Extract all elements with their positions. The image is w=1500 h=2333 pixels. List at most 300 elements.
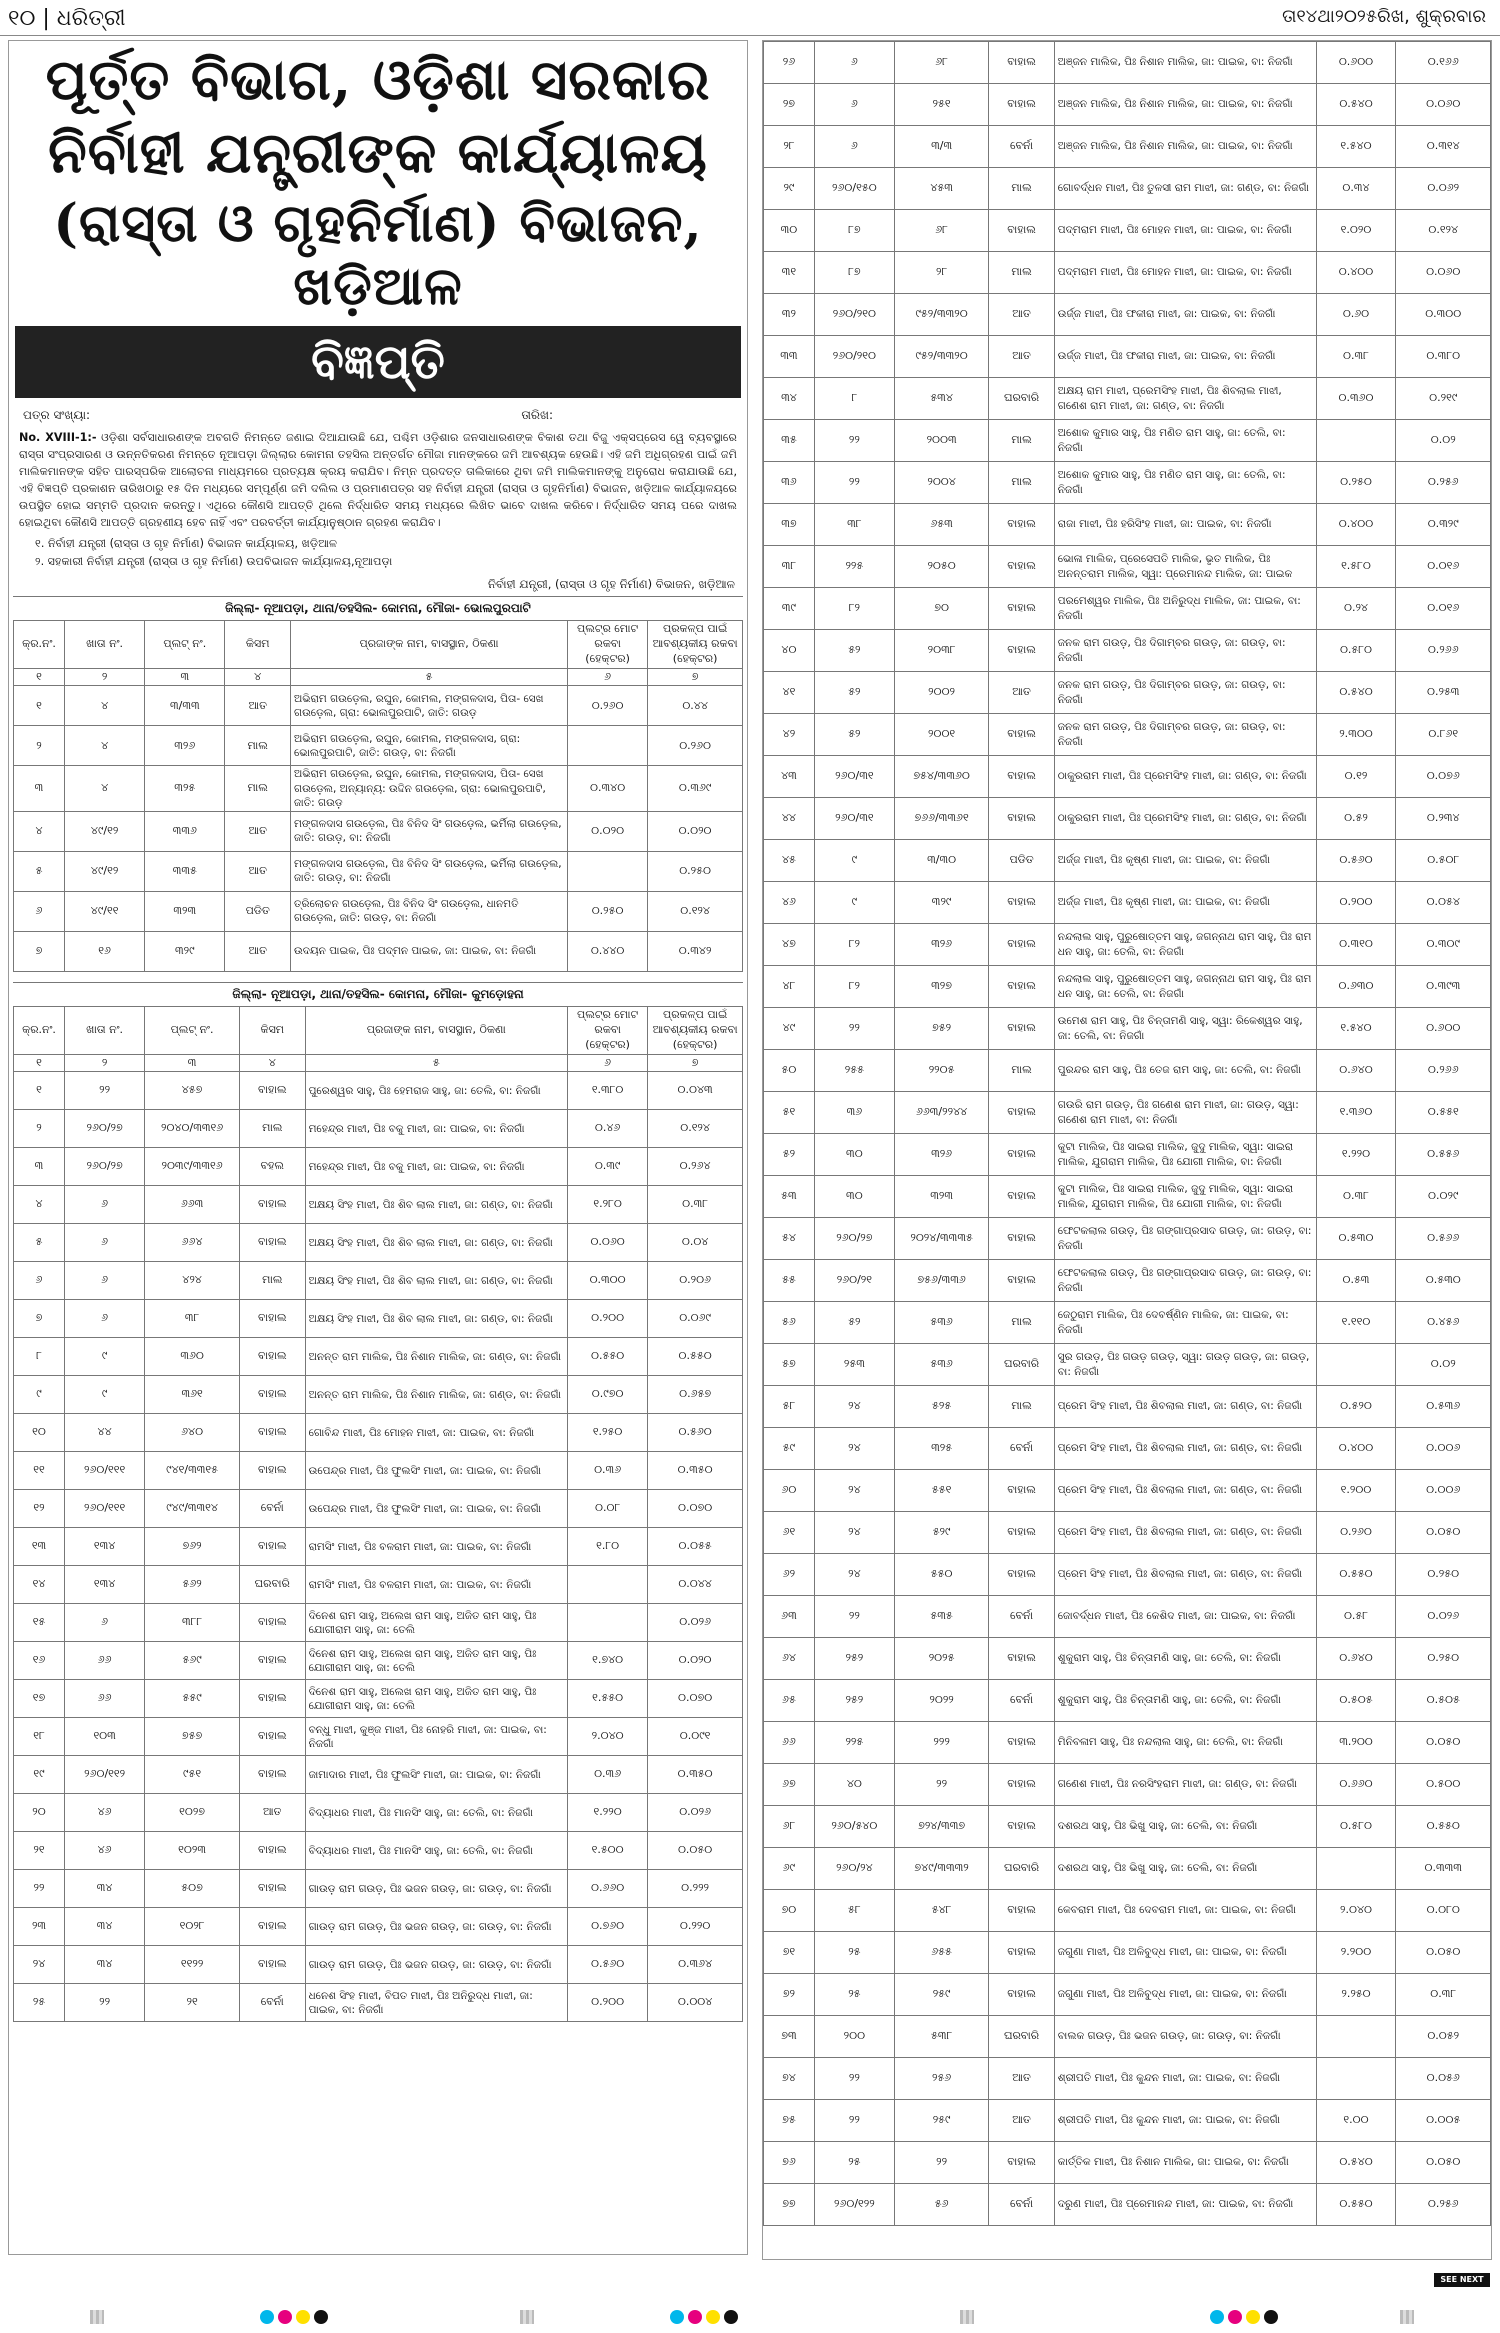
required-area: ୦.୬୦୦ <box>1396 1008 1491 1050</box>
owner-details: ଦଶରଥ ସାହୁ, ପିଃ ଭିଖୁ ସାହୁ, ଜା: ତେଲି, ବା: ନିଜଗାଁ <box>1054 1848 1316 1890</box>
required-area: ୦.୩୩୩ <box>1396 1848 1491 1890</box>
total-area: ୦.୬୬୦ <box>1316 1764 1396 1806</box>
required-area: ୦.୩୫୦ <box>648 1452 743 1490</box>
serial-no: ୫୦ <box>764 1050 815 1092</box>
table-row <box>14 1794 743 1832</box>
table-row <box>764 462 1491 504</box>
land-type: ଆତ <box>225 931 291 971</box>
serial-no: ୨୮ <box>764 126 815 168</box>
land-type: ଆତ <box>989 2058 1054 2100</box>
serial-no: ୭ <box>14 931 65 971</box>
owner-details: ଫେଟକଲାଲ ଗଉଡ଼, ପିଃ ଗଙ୍ଗାପ୍ରସାଦ ଗଉଡ଼, ଜା: ଗଉଡ଼, ବା: ନିଜଗାଁ <box>1054 1218 1316 1260</box>
serial-no: ୬୫ <box>764 1680 815 1722</box>
total-area <box>1316 1848 1396 1890</box>
notice-banner: ବିଜ୍ଞପ୍ତି <box>15 326 741 398</box>
owner-details: ଦିନେଶ ରାମ ସାହୁ, ଅଲେଖ ରାମ ସାହୁ, ଅଜିତ ରାମ ସାହୁ, ପିଃ ଯୋଗୀରାମ ସାହୁ, ଜା: ତେଲି <box>305 1604 567 1642</box>
required-area: ୦.୦୨୬ <box>648 1794 743 1832</box>
required-area: ୦.୦୬୦ <box>1396 84 1491 126</box>
khata-no: ୬ <box>814 42 894 84</box>
required-area: ୦.୩୧୪ <box>1396 126 1491 168</box>
column-header: କିସମ <box>239 1006 305 1054</box>
column-index: ୩ <box>145 668 225 686</box>
owner-details: ରାଜା ମାଝୀ, ପିଃ ହରିସିଂହ ମାଝୀ, ଜା: ପାଇକ, ବା: ନିଜଗାଁ <box>1054 504 1316 546</box>
land-type: ବାହାଲ <box>989 966 1054 1008</box>
required-area: ୦.୩୮ <box>1396 1974 1491 2016</box>
owner-details: ଅକ୍ଷୟ ସିଂହ ମାଝୀ, ପିଃ ଶିବ ଲାଲ ମାଝୀ, ଜା: ଗଣ୍ଡ, ବା: ନିଜଗାଁ <box>305 1262 567 1300</box>
notice-text: ଓଡ଼ିଶା ସର୍ବସାଧାରଣଙ୍କ ଅବଗତି ନିମନ୍ତେ ଜଣାଇ ଦିଆଯାଉଛି ଯେ, ପଶ୍ଚିମ ଓଡ଼ିଶାର ଜନସାଧାରଣଙ୍କ ବିକାଶ ତଥା ବିଜୁ ଏକ୍ସପ୍ରେସ ୱେ ବ୍ୟବସ୍ଥାରେ ରାସ୍ତା ସଂପ୍ରସାରଣ ଓ ଉନ୍ନତିକରଣ ନିମନ୍ତେ ନୂଆପଡ଼ା ଜିଲ୍ଲାର କୋମନା ତହସିଲ ଅନ୍ତର୍ଗତ ମୌଜା ମାନଙ୍କରେ ଜମି ଆବଶ୍ୟକ ହେଉଛି। ଏହି ଜମି ଅଧିଗ୍ରହଣ ପାଇଁ ଜମି ମାଲିକମାନଙ୍କ ସହିତ ପାରସ୍ପରିକ ଆଲୋଚନା ମାଧ୍ୟମରେ ପ୍ରତ୍ୟକ୍ଷ କ୍ରୟ କରାଯିବ। ନିମ୍ନ ପ୍ରଦତ୍ତ ତାଲିକାରେ ଥିବା ଜମି ମାଲିକମାନଙ୍କୁ ଅନୁରୋଧ କରାଯାଉଛି ଯେ, ଏହି ବିଜ୍ଞପ୍ତି ପ୍ରକାଶନ ତାରିଖଠାରୁ ୧୫ ଦିନ ମଧ୍ୟରେ ସମ୍ପୂର୍ଣ୍ଣ ଜମି ଦଲିଲ ଓ ପ୍ରମାଣପତ୍ର ସହ ନିର୍ବାହୀ ଯନ୍ତ୍ରୀ (ରାସ୍ତା ଓ ଗୃହନିର୍ମାଣ) ବିଭାଜନ, ଖଡ଼ିଆଳ କାର୍ଯ୍ୟାଳୟରେ ଉପସ୍ଥିତ ହୋଇ ସମ୍ମତି ପ୍ରଦାନ କରନ୍ତୁ। ଏଥିରେ କୌଣସି ଆପତ୍ତି ଥିଲେ ନିର୍ଦ୍ଧାରିତ ସମୟ ମଧ୍ୟରେ ଲିଖିତ ଭାବେ ଦାଖଲ କରିବେ। ନିର୍ଦ୍ଧାରିତ ସମୟ ପରେ ଦାଖଲ ହୋଇଥିବା କୌଣସି ଆପତ୍ତି ଗ୍ରହଣୀୟ ହେବ ନାହିଁ ଏବଂ ପରବର୍ତ୍ତୀ କାର୍ଯ୍ୟାନୁଷ୍ଠାନ ଗ୍ରହଣ କରାଯିବ। <box>19 431 738 530</box>
khata-no: ୩୪ <box>65 1870 145 1908</box>
section2 <box>13 982 743 2022</box>
required-area: ୦.୦୨୬ <box>648 1604 743 1642</box>
table-row <box>764 630 1491 672</box>
khata-no: ୩୪ <box>65 1946 145 1984</box>
plot-no: ୩୩୬ <box>145 811 225 851</box>
required-area: ୦.୬୫୭ <box>648 1376 743 1414</box>
khata-no: ୯ <box>814 882 894 924</box>
land-type: ବାହାଲ <box>989 1176 1054 1218</box>
serial-no: ୧ <box>14 1072 65 1110</box>
table-row <box>14 811 743 851</box>
khata-no: ୯ <box>814 840 894 882</box>
required-area: ୦.୩୦୦ <box>1396 294 1491 336</box>
owner-details: ବନ୍ଧୁ ମାଝୀ, କୁଞ୍ଜ ମାଝୀ, ପିଃ ନୋହରି ମାଝୀ, ଜା: ପାଇକ, ବା: ନିଜଗାଁ <box>305 1718 567 1756</box>
column-index: ୨ <box>65 1054 145 1072</box>
serial-no: ୪୬ <box>764 882 815 924</box>
plot-no: ୨୮ <box>894 252 989 294</box>
required-area: ୦.୦୦୬ <box>1396 1428 1491 1470</box>
table-row <box>14 1528 743 1566</box>
table-row <box>14 891 743 931</box>
plot-no: ୫୪୮ <box>894 1890 989 1932</box>
required-area: ୦.୫୬୦ <box>648 1414 743 1452</box>
required-area: ୦.୩୮ <box>648 1186 743 1224</box>
khata-no: ୬ <box>65 1604 145 1642</box>
plot-no: ୫୫୯ <box>145 1680 240 1718</box>
plot-no: ୩୨୫ <box>894 1428 989 1470</box>
owner-details: ପ୍ରେମ ସିଂହ ମାଝୀ, ପିଃ ଶିବଲାଲ ମାଝୀ, ଜା: ଗଣ୍ଡ, ବା: ନିଜଗାଁ <box>1054 1512 1316 1554</box>
owner-details: ପୁରେଶ୍ୱର ସାହୁ, ପିଃ ହେମରାଜ ସାହୁ, ଜା: ତେଲି, ବା: ନିଜଗାଁ <box>305 1072 567 1110</box>
khata-no: ୨୫୫ <box>814 1050 894 1092</box>
total-area: ୧.୨୦୦ <box>1316 1470 1396 1512</box>
column-header: ଖାତା ନଂ. <box>65 1006 145 1054</box>
table-row <box>14 1946 743 1984</box>
serial-no: ୫୯ <box>764 1428 815 1470</box>
total-area: ୦.୬୬୦ <box>568 1870 648 1908</box>
khata-no: ୨୬୦/୧୨୨ <box>814 2184 894 2226</box>
total-area: ୦.୫୮୦ <box>1316 1806 1396 1848</box>
land-type: ବେର୍ନା <box>239 1984 305 2022</box>
owner-details: ବିଦ୍ୟାଧର ମାଝୀ, ପିଃ ମାନସିଂ ସାହୁ, ଜା: ତେଲି, ବା: ନିଜଗାଁ <box>305 1794 567 1832</box>
table-row <box>764 1554 1491 1596</box>
table-row <box>14 1414 743 1452</box>
owner-details: ଉଦୟନ ପାଇକ, ପିଃ ପଦ୍ମନ ପାଇକ, ଜା: ପାଇକ, ବା: ନିଜଗାଁ <box>291 931 568 971</box>
right-column <box>762 40 1492 2260</box>
table-row <box>14 1604 743 1642</box>
plot-no: ୯୪୯/୩୩୧୪ <box>145 1490 240 1528</box>
column-header: ପ୍ରଜାଙ୍କ ନାମ, ବାସସ୍ଥାନ, ଠିକଣା <box>291 621 568 669</box>
serial-no: ୬୮ <box>764 1806 815 1848</box>
required-area: ୦.୫୩୬ <box>1396 1386 1491 1428</box>
land-type: ପଡିତ <box>225 891 291 931</box>
table-row <box>764 756 1491 798</box>
khata-no: ୨୫ <box>814 2142 894 2184</box>
table-row <box>764 2058 1491 2100</box>
serial-no: ୫୩ <box>764 1176 815 1218</box>
khata-no: ୨୪ <box>814 1512 894 1554</box>
table-row <box>764 42 1491 84</box>
land-type: ବାହାଲ <box>989 882 1054 924</box>
owner-details: ଠାକୁରରାମ ମାଝୀ, ପିଃ ପ୍ରେମସିଂହ ମାଝୀ, ଜା: ଗଣ୍ଡ, ବା: ନିଜଗାଁ <box>1054 798 1316 840</box>
column-header: କ୍ର.ନଂ. <box>14 621 65 669</box>
owner-details: ଧନେଶ ସିଂହ ମାଝୀ, ବିପତ ମାଝୀ, ପିଃ ଅନିରୁଦ୍ଧ ମାଝୀ, ଜା: ପାଇକ, ବା: ନିଜଗାଁ <box>305 1984 567 2022</box>
land-type: ବାହାଲ <box>239 1300 305 1338</box>
plot-no: ୨୨୦୫ <box>894 1050 989 1092</box>
owner-details: ଦରୁଣ ମାଝୀ, ପିଃ ପ୍ରେମାନନ୍ଦ ମାଝୀ, ଜା: ପାଇକ, ବା: ନିଜଗାଁ <box>1054 2184 1316 2226</box>
plot-no: ୫୫୦ <box>894 1554 989 1596</box>
total-area: ୦.୨୦୦ <box>1316 882 1396 924</box>
land-type: ବାହାଲ <box>989 798 1054 840</box>
land-type: ବାହାଲ <box>989 1974 1054 2016</box>
owner-details: ପଦ୍ମରାମ ମାଝୀ, ପିଃ ମୋହନ ମାଝୀ, ଜା: ପାଇକ, ବା: ନିଜଗାଁ <box>1054 252 1316 294</box>
land-type: ବାହାଲ <box>989 1218 1054 1260</box>
owner-details: ଜେଠୁରାମ ମାଲିକ, ପିଃ ଦେବର୍ଷ୍ଣିନ ମାଲିକ, ଜା: ପାଇକ, ବା: ନିଜଗାଁ <box>1054 1302 1316 1344</box>
required-area: ୦.୦୮୦ <box>1396 1890 1491 1932</box>
section1-table <box>13 620 743 972</box>
plot-no: ୩/୩ <box>894 126 989 168</box>
plot-no: ୨୫୬ <box>894 2058 989 2100</box>
khata-no: ୪୬ <box>65 1794 145 1832</box>
total-area: ୧.୫୮୦ <box>1316 546 1396 588</box>
land-type: ବାହାଲ <box>989 84 1054 126</box>
total-area <box>1316 2016 1396 2058</box>
total-area: ୨.୨୫୦ <box>1316 1974 1396 2016</box>
owner-details: ପରମେଶ୍ୱର ମାଲିକ, ପିଃ ଅନିରୁଦ୍ଧ ମାଲିକ, ଜା: ପାଇକ, ବା: ନିଜଗାଁ <box>1054 588 1316 630</box>
serial-no: ୫୫ <box>764 1260 815 1302</box>
plot-no: ୯୪୧/୩୩୧୫ <box>145 1452 240 1490</box>
see-next-label: SEE NEXT <box>1434 2273 1490 2287</box>
khata-no: ୪୯/୧୨ <box>65 851 145 891</box>
owner-details: ମିନିବଳାମ ସାହୁ, ପିଃ ନନ୍ଦଲାଲ ସାହୁ, ଜା: ତେଲି, ବା: ନିଜଗାଁ <box>1054 1722 1316 1764</box>
required-area: ୦.୩୨୯ <box>1396 504 1491 546</box>
required-area: ୦.୩୬୯ <box>648 766 743 812</box>
owner-details: ଅର୍ଜ୍ଜ ମାଝୀ, ପିଃ କୃଷ୍ଣ ମାଝୀ, ଜା: ପାଇକ, ବା: ନିଜଗାଁ <box>1054 882 1316 924</box>
land-type: ବାହାଲ <box>989 1722 1054 1764</box>
plot-no: ୬୫୩ <box>894 504 989 546</box>
total-area: ୦.୫୬୦ <box>1316 840 1396 882</box>
land-type: ଆତ <box>989 672 1054 714</box>
owner-details: ଅକ୍ଷୟ ସିଂହ ମାଝୀ, ପିଃ ଶିବ ଲାଲ ମାଝୀ, ଜା: ଗଣ୍ଡ, ବା: ନିଜଗାଁ <box>305 1300 567 1338</box>
plot-no: ୫୬୯ <box>145 1642 240 1680</box>
owner-details: ଦିନେଶ ରାମ ସାହୁ, ଅଲେଖ ରାମ ସାହୁ, ଅଜିତ ରାମ ସାହୁ, ପିଃ ଯୋଗୀରାମ ସାହୁ, ଜା: ତେଲି <box>305 1680 567 1718</box>
serial-no: ୩୯ <box>764 588 815 630</box>
khata-no: ୨୫୩ <box>814 1344 894 1386</box>
serial-no: ୪୮ <box>764 966 815 1008</box>
plot-no: ୭୫୨ <box>894 1008 989 1050</box>
required-area: ୦.୪୪ <box>648 686 743 726</box>
plot-no: ୨୦୪୦/୩୩୧୬ <box>145 1110 240 1148</box>
khata-no: ୨୬୦/୧୧୨ <box>65 1756 145 1794</box>
land-type: ବାହାଲ <box>989 1806 1054 1848</box>
column-index: ୭ <box>648 1054 743 1072</box>
required-area: ୦.୦୫୪ <box>1396 882 1491 924</box>
column-header: ଖାତା ନଂ. <box>65 621 145 669</box>
total-area: ୦.୫୪୦ <box>1316 672 1396 714</box>
serial-no: ୭୦ <box>764 1890 815 1932</box>
required-area: ୦.୦୨୬ <box>1396 1596 1491 1638</box>
owner-details: ଗାଉଡ଼ ରାମ ଗଉଡ଼, ପିଃ ଭଜନ ଗଉଡ଼, ଜା: ଗଉଡ଼, ବା: ନିଜଗାଁ <box>305 1870 567 1908</box>
land-type: ଆତ <box>989 2100 1054 2142</box>
total-area <box>1316 1344 1396 1386</box>
serial-no: ୫୮ <box>764 1386 815 1428</box>
land-type: ବାହାଲ <box>239 1908 305 1946</box>
khata-no: ୨୨ <box>814 2100 894 2142</box>
table-row <box>14 1490 743 1528</box>
copy-item: ୧. ନିର୍ବାହୀ ଯନ୍ତ୍ରୀ (ରାସ୍ତା ଓ ଗୃହ ନିର୍ମାଣ) ବିଭାଜନ କାର୍ଯ୍ୟାଳୟ, ଖଡ଼ିଆଳ <box>35 537 338 551</box>
total-area: ୦.୫୫୦ <box>568 1338 648 1376</box>
land-type: ଆତ <box>225 851 291 891</box>
total-area: ୦.୪୦୦ <box>1316 1428 1396 1470</box>
required-area: ୦.୨୫୬ <box>1396 2184 1491 2226</box>
owner-details: ଉପେନ୍ଦ୍ର ମାଝୀ, ପିଃ ଫୁଲସିଂ ମାଝୀ, ଜା: ପାଇକ, ବା: ନିଜଗାଁ <box>305 1452 567 1490</box>
khata-no: ୨୬୦/୧୧୧ <box>65 1490 145 1528</box>
required-area: ୦.୧୨୪ <box>648 1110 743 1148</box>
required-area: ୦.୨୬୬ <box>1396 630 1491 672</box>
khata-no: ୨୨୫ <box>814 1722 894 1764</box>
total-area: ୦.୧୨ <box>1316 756 1396 798</box>
owner-details: ଉମେଶ ରାମ ସାହୁ, ପିଃ ଚିନ୍ତାମଣି ସାହୁ, ସ୍ୱା: ରିକେଶ୍ୱର ସାହୁ, ଜା: ତେଲି, ବା: ନିଜଗାଁ <box>1054 1008 1316 1050</box>
owner-details: ଦଶରଥ ସାହୁ, ପିଃ ଭିଖୁ ସାହୁ, ଜା: ତେଲି, ବା: ନିଜଗାଁ <box>1054 1806 1316 1848</box>
owner-details: ଅଶୋକ କୁମାର ସାହୁ, ପିଃ ମଣିତ ରାମ ସାହୁ, ଜା: ତେଲି, ବା: ନିଜଗାଁ <box>1054 420 1316 462</box>
plot-no: ୧୧୨୨ <box>145 1946 240 1984</box>
table-row <box>14 1718 743 1756</box>
khata-no: ୬ <box>65 1300 145 1338</box>
owner-details: ଭୋଳା ମାଲିକ, ପ୍ରେସେପତି ମାଲିକ, ଭୃତ ମାଲିକ, ପିଃ ଅନନ୍ତରାମ ମାଲିକ, ସ୍ୱା: ପ୍ରେମାନନ୍ଦ ମାଲିକ, ଜା: ପାଇକ <box>1054 546 1316 588</box>
index-row <box>14 1054 743 1072</box>
khata-no: ୨୬୦/୨୭ <box>65 1110 145 1148</box>
total-area: ୦.୫୩ <box>1316 1260 1396 1302</box>
plot-no: ୨୦୦୧ <box>894 714 989 756</box>
khata-no: ୬ <box>65 1186 145 1224</box>
plot-no: ୨୦୩୯/୩୩୧୬ <box>145 1148 240 1186</box>
land-type: ମାଲ <box>225 766 291 812</box>
color-bar <box>260 2310 328 2324</box>
table-row <box>764 252 1491 294</box>
land-type: ଘରବାରି <box>989 378 1054 420</box>
land-type: ବାହାଲ <box>989 756 1054 798</box>
required-area: ୦.୨୬୦ <box>648 726 743 766</box>
serial-no: ୩୦ <box>764 210 815 252</box>
land-type: ଆତ <box>225 811 291 851</box>
plot-no: ୫୬୨ <box>145 1566 240 1604</box>
serial-no: ୧୯ <box>14 1756 65 1794</box>
table-row <box>764 1428 1491 1470</box>
reg-mark <box>90 2310 104 2324</box>
land-type: ବାହାଲ <box>239 1072 305 1110</box>
total-area: ୦.୪୦୦ <box>1316 504 1396 546</box>
total-area: ୦.୨୫୦ <box>1316 462 1396 504</box>
required-area: ୦.୮୬୧ <box>1396 714 1491 756</box>
required-area: ୦.୦୫୨ <box>1396 2016 1491 2058</box>
khata-no: ୨୬୦/୩୧ <box>814 756 894 798</box>
table-row <box>764 420 1491 462</box>
plot-no: ୩/୩୦ <box>894 840 989 882</box>
plot-no: ୧୦୨୩ <box>145 1832 240 1870</box>
land-type: ବାହାଲ <box>239 1870 305 1908</box>
reg-mark <box>1400 2310 1414 2324</box>
plot-no: ୩/୩୩ <box>145 686 225 726</box>
required-area: ୦.୩୬୪ <box>648 1946 743 1984</box>
land-type: ଆତ <box>225 686 291 726</box>
table-row <box>764 1092 1491 1134</box>
khata-no: ୪୦ <box>814 1764 894 1806</box>
khata-no: ୬ <box>65 1224 145 1262</box>
table-row <box>764 1470 1491 1512</box>
table-row <box>14 1756 743 1794</box>
serial-no: ୬ <box>14 1262 65 1300</box>
land-type: ବାହାଲ <box>989 1134 1054 1176</box>
owner-details: ଜାମାଦାର ମାଝୀ, ପିଃ ଫୁଲସିଂ ମାଝୀ, ଜା: ପାଇକ, ବା: ନିଜଗାଁ <box>305 1756 567 1794</box>
column-header: ପ୍ଲଟ୍‌ର ମୋଟ ରକବା (ହେକ୍ଟର) <box>568 621 648 669</box>
owner-details: ଅଞ୍ଜନ ମାଲିକ, ପିଃ ନିଶାନ ମାଲିକ, ଜା: ପାଇକ, ବା: ନିଜଗାଁ <box>1054 126 1316 168</box>
table-row <box>764 1050 1491 1092</box>
khata-no: ୨୬୦/୧୧୧ <box>65 1452 145 1490</box>
land-type: ବାହାଲ <box>239 1756 305 1794</box>
serial-no: ୫ <box>14 851 65 891</box>
table-row <box>764 588 1491 630</box>
khata-no: ୧୩୪ <box>65 1528 145 1566</box>
total-area: ୧.୦୦ <box>1316 2100 1396 2142</box>
khata-no: ୨୬୦/୨୪ <box>814 1848 894 1890</box>
khata-no: ୨୦୦ <box>814 2016 894 2058</box>
serial-no: ୧୮ <box>14 1718 65 1756</box>
header-row <box>14 621 743 669</box>
required-area: ୦.୨୫୦ <box>1396 1638 1491 1680</box>
total-area: ୦.୩୬ <box>568 1452 648 1490</box>
land-type: ବାହାଲ <box>989 1260 1054 1302</box>
serial-no: ୨୦ <box>14 1794 65 1832</box>
required-area: ୦.୦୨୦ <box>648 811 743 851</box>
serial-no: ୧୨ <box>14 1490 65 1528</box>
total-area: ୧.୩୮୦ <box>568 1072 648 1110</box>
khata-no: ୨୬୦/୨୧ <box>814 1260 894 1302</box>
total-area: ୧.୨୮୦ <box>568 1186 648 1224</box>
owner-details: ତ୍ରିଲୋଚନ ଗଉଡ଼େଲ, ପିଃ ବିନିଦ ସିଂ ଗଉଡ଼େଲ, ଧାନମତି ଗଉଡ଼େଲ, ଜାତି: ଗଉଡ଼, ବା: ନିଜଗାଁ <box>291 891 568 931</box>
column-header: ପ୍ରଜାଙ୍କ ନାମ, ବାସସ୍ଥାନ, ଠିକଣା <box>305 1006 567 1054</box>
serial-no: ୭ <box>14 1300 65 1338</box>
land-type: ବାହାଲ <box>989 1512 1054 1554</box>
land-type: ବେର୍ନା <box>239 1490 305 1528</box>
table-row <box>14 1870 743 1908</box>
land-type: ବାହାଲ <box>989 714 1054 756</box>
table-row <box>764 1302 1491 1344</box>
plot-no: ୧୦୨୮ <box>145 1908 240 1946</box>
khata-no: ୫୨ <box>814 714 894 756</box>
total-area: ୦.୫୨୦ <box>1316 1386 1396 1428</box>
required-area: ୦.୨୧୯ <box>1396 378 1491 420</box>
khata-no: ୮୭ <box>814 210 894 252</box>
plot-no: ୩୨୬ <box>145 726 225 766</box>
land-type: ବେର୍ନା <box>989 1428 1054 1470</box>
required-area: ୦.୦୪୪ <box>648 1566 743 1604</box>
land-type: ଆତ <box>989 294 1054 336</box>
plot-no: ୭୫୬/୩୩୬ <box>894 1260 989 1302</box>
required-area: ୦.୦୫୦ <box>1396 1512 1491 1554</box>
serial-no: ୪୪ <box>764 798 815 840</box>
owner-details: ଅନନ୍ତ ରାମ ମାଲିକ, ପିଃ ନିଶାନ ମାଲିକ, ଜା: ଗଣ୍ଡ, ବା: ନିଜଗାଁ <box>305 1338 567 1376</box>
required-area: ୦.୫୦୮ <box>1396 840 1491 882</box>
ref-line <box>9 398 747 427</box>
khata-no: ୨୫ <box>814 1932 894 1974</box>
required-area: ୦.୦୫୦ <box>1396 2142 1491 2184</box>
serial-no: ୭୫ <box>764 2100 815 2142</box>
table-row <box>764 1974 1491 2016</box>
column-index: ୪ <box>239 1054 305 1072</box>
column-index: ୨ <box>65 668 145 686</box>
page-label: ୧୦ | ଧରିତ୍ରୀ <box>8 6 126 31</box>
serial-no: ୬୬ <box>764 1722 815 1764</box>
table-row <box>764 126 1491 168</box>
land-type: ମାଲ <box>989 462 1054 504</box>
khata-no: ୨୬୦/୨୭ <box>65 1148 145 1186</box>
total-area: ୦.୦୮ <box>568 1490 648 1528</box>
plot-no: ୫୩୬ <box>894 1344 989 1386</box>
serial-no: ୨୯ <box>764 168 815 210</box>
land-type: ବେର୍ନା <box>989 1596 1054 1638</box>
serial-no: ୬ <box>14 891 65 931</box>
required-area: ୦.୦୨୦ <box>648 1642 743 1680</box>
owner-details: ଗାଉଡ଼ ରାମ ଗଉଡ଼, ପିଃ ଭଜନ ଗଉଡ଼, ଜା: ଗଉଡ଼, ବା: ନିଜଗାଁ <box>305 1946 567 1984</box>
land-type: ବାହାଲ <box>989 42 1054 84</box>
table-row <box>764 2100 1491 2142</box>
table-row <box>14 1376 743 1414</box>
land-type: ବାହାଲ <box>239 1604 305 1642</box>
serial-no: ୪ <box>14 1186 65 1224</box>
owner-details: ନନ୍ଦଲାଲ ସାହୁ, ପୁରୁଷୋତ୍ତମ ସାହୁ, ଜଗନ୍ନାଥ ରାମ ସାହୁ, ପିଃ ରାମ ଧନ ସାହୁ, ଜା: ତେଲି, ବା: ନିଜଗାଁ <box>1054 966 1316 1008</box>
table-row <box>764 1764 1491 1806</box>
table-row <box>14 1186 743 1224</box>
plot-no: ୩୮ <box>145 1300 240 1338</box>
land-type: ବେର୍ନା <box>989 126 1054 168</box>
required-area: ୦.୩୪୨ <box>648 931 743 971</box>
owner-details: ଉପେନ୍ଦ୍ର ମାଝୀ, ପିଃ ଫୁଲସିଂ ମାଝୀ, ଜା: ପାଇକ, ବା: ନିଜଗାଁ <box>305 1490 567 1528</box>
plot-no: ୭୫୪/୩୩୬୦ <box>894 756 989 798</box>
column-index: ୬ <box>568 1054 648 1072</box>
serial-no: ୫୪ <box>764 1218 815 1260</box>
land-type: ବାହାଲ <box>239 1718 305 1756</box>
column-index: ୭ <box>648 668 743 686</box>
khata-no: ୧୩୪ <box>65 1566 145 1604</box>
required-area: ୦.୨୩୪ <box>1396 798 1491 840</box>
required-area: ୦.୨୬୪ <box>648 1148 743 1186</box>
required-area: ୦.୦୪୩ <box>648 1072 743 1110</box>
table-row <box>14 686 743 726</box>
land-type: ବାହାଲ <box>989 210 1054 252</box>
total-area: ୦.୨୪ <box>1316 588 1396 630</box>
table-row <box>764 1890 1491 1932</box>
total-area: ୨.୦୪୦ <box>568 1718 648 1756</box>
required-area: ୦.୦୫୦ <box>648 1832 743 1870</box>
serial-no: ୬୪ <box>764 1638 815 1680</box>
land-type: ମାଲ <box>989 168 1054 210</box>
required-area: ୦.୦୦୪ <box>648 1984 743 2022</box>
table-row <box>764 1218 1491 1260</box>
plot-no: ୫୨୫ <box>894 1386 989 1428</box>
required-area: ୦.୦୨ <box>1396 1344 1491 1386</box>
owner-details: ଅଶୋକ କୁମାର ସାହୁ, ପିଃ ମଣିତ ରାମ ସାହୁ, ଜା: ତେଲି, ବା: ନିଜଗାଁ <box>1054 462 1316 504</box>
serial-no: ୩୮ <box>764 546 815 588</box>
khata-no: ୨୫ <box>814 1974 894 2016</box>
table-row <box>14 1110 743 1148</box>
